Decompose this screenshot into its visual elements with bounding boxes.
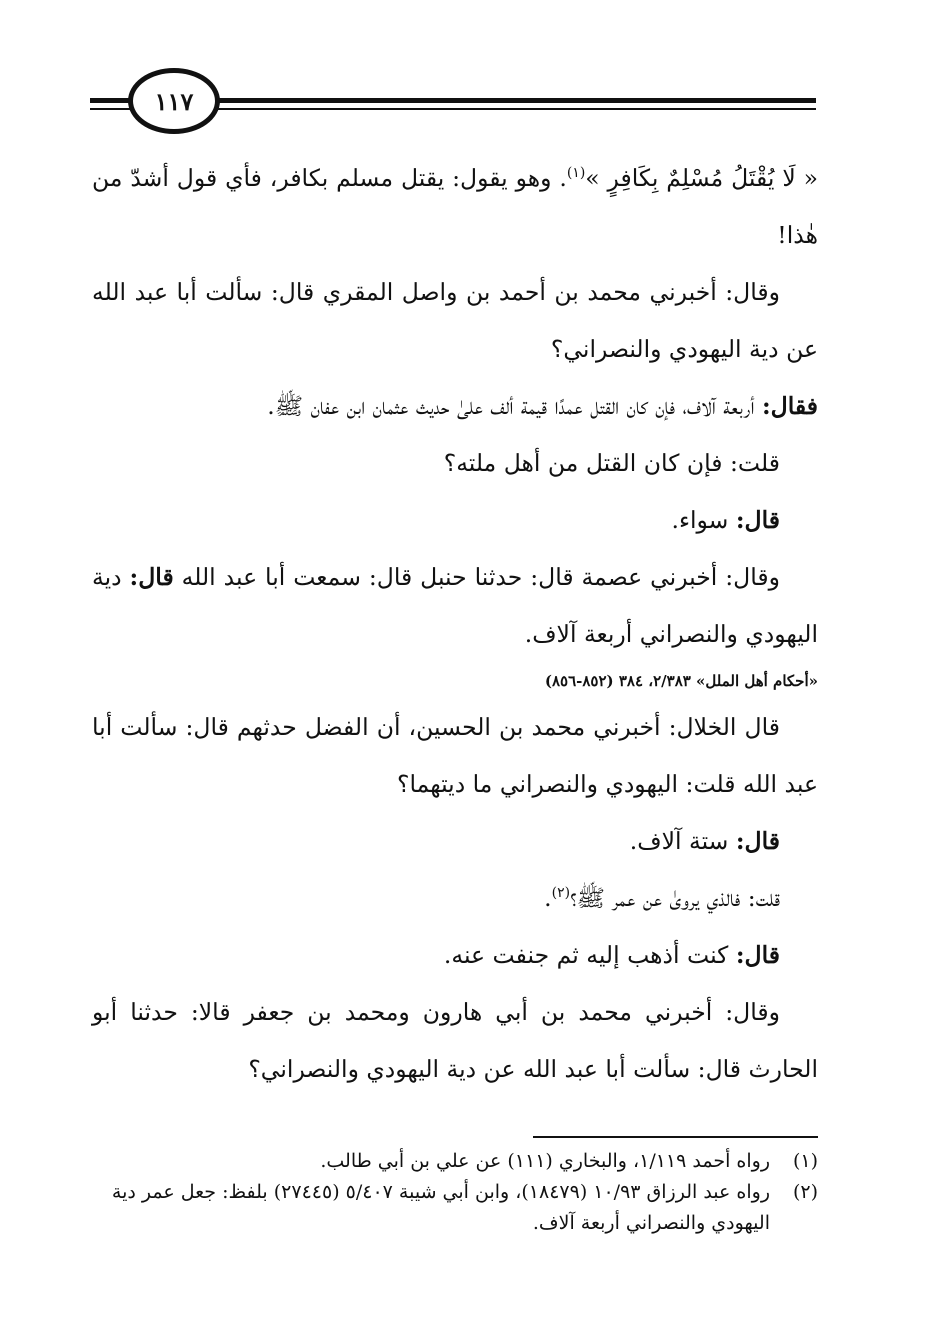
paragraph-10-text: كنت أذهب إليه ثم جنفت عنه. bbox=[443, 941, 736, 969]
footnote-text: رواه عبد الرزاق ١٠/٩٣ (١٨٤٧٩)، وابن أبي شيبة ٥/٤٠٧ (٢٧٤٤٥) بلفظ: جعل عمر دية اليهودي والنصراني أربعة آلاف. bbox=[111, 1181, 770, 1234]
page-number: ١١٧ bbox=[154, 86, 194, 116]
footnote-separator bbox=[533, 1136, 818, 1138]
page-header bbox=[90, 68, 816, 134]
paragraph-4: قلت: فإن كان القتل من أهل ملته؟ bbox=[443, 449, 780, 477]
paragraph-9 bbox=[92, 870, 818, 927]
paragraph-9-text: قلت: فالذي يروىٰ عن عمر ﷺ؟ bbox=[570, 884, 780, 912]
footnote-ref-1[interactable]: (١) bbox=[566, 165, 586, 182]
speaker-label: قال: bbox=[129, 563, 174, 591]
paragraph-6 bbox=[92, 549, 818, 663]
paragraph-2: وقال: أخبرني محمد بن أحمد بن واصل المقري قال: سألت أبا عبد الله عن دية اليهودي والنصراني؟ bbox=[92, 278, 818, 363]
footnote-number: (٢) bbox=[792, 1181, 818, 1203]
hadith-quote: « لَا يُقْتَلُ مُسْلِمٌ بِكَافِرٍ » bbox=[585, 164, 818, 192]
paragraph-5-text: سواء. bbox=[671, 506, 736, 534]
speaker-label: قال: bbox=[735, 827, 780, 855]
speaker-label: فقال: bbox=[761, 392, 818, 420]
paragraph-5 bbox=[92, 492, 818, 549]
source-citation: «أحكام أهل الملل» ٢/٣٨٣، ٣٨٤ (٨٥٢-٨٥٦) bbox=[544, 672, 818, 690]
paragraph-7: قال الخلال: أخبرني محمد بن الحسين، أن الفضل حدثهم قال: سألت أبا عبد الله قلت: اليهودي والنصراني ما ديتهما؟ bbox=[92, 713, 818, 798]
footnotes bbox=[92, 1146, 818, 1239]
footnote-2 bbox=[92, 1177, 818, 1239]
body-text bbox=[92, 150, 818, 1098]
paragraph-9-end: . bbox=[544, 884, 552, 912]
speaker-label: قال: bbox=[735, 941, 780, 969]
paragraph-10 bbox=[92, 927, 818, 984]
paragraph-6-text: وقال: أخبرني عصمة قال: حدثنا حنبل قال: سمعت أبا عبد الله bbox=[173, 563, 780, 591]
footnote-ref-2[interactable]: (٢) bbox=[551, 885, 571, 902]
paragraph-1-text: . وهو يقول: يقتل مسلم بكافر، فأي قول أشدّ من هٰذا! bbox=[92, 164, 818, 249]
paragraph-1 bbox=[92, 150, 818, 264]
paragraph-8-text: ستة آلاف. bbox=[629, 827, 736, 855]
paragraph-8 bbox=[92, 813, 818, 870]
paragraph-6-rest: دية اليهودي والنصراني أربعة آلاف. bbox=[92, 563, 818, 648]
page-number-badge bbox=[128, 68, 220, 134]
footnote-1 bbox=[92, 1146, 818, 1177]
paragraph-11: وقال: أخبرني محمد بن أبي هارون ومحمد بن جعفر قالا: حدثنا أبو الحارث قال: سألت أبا عبد الله عن دية اليهودي والنصراني؟ bbox=[92, 998, 818, 1083]
paragraph-3-text: أربعة آلاف، فإن كان القتل عمدًا قيمة ألف علىٰ حديث عثمان ابن عفان ﷺ. bbox=[267, 392, 762, 420]
speaker-label: قال: bbox=[735, 506, 780, 534]
footnote-number: (١) bbox=[792, 1150, 818, 1172]
footnote-text: رواه أحمد ١/١١٩، والبخاري (١١١) عن علي بن أبي طالب. bbox=[320, 1150, 770, 1172]
paragraph-3 bbox=[92, 378, 818, 435]
